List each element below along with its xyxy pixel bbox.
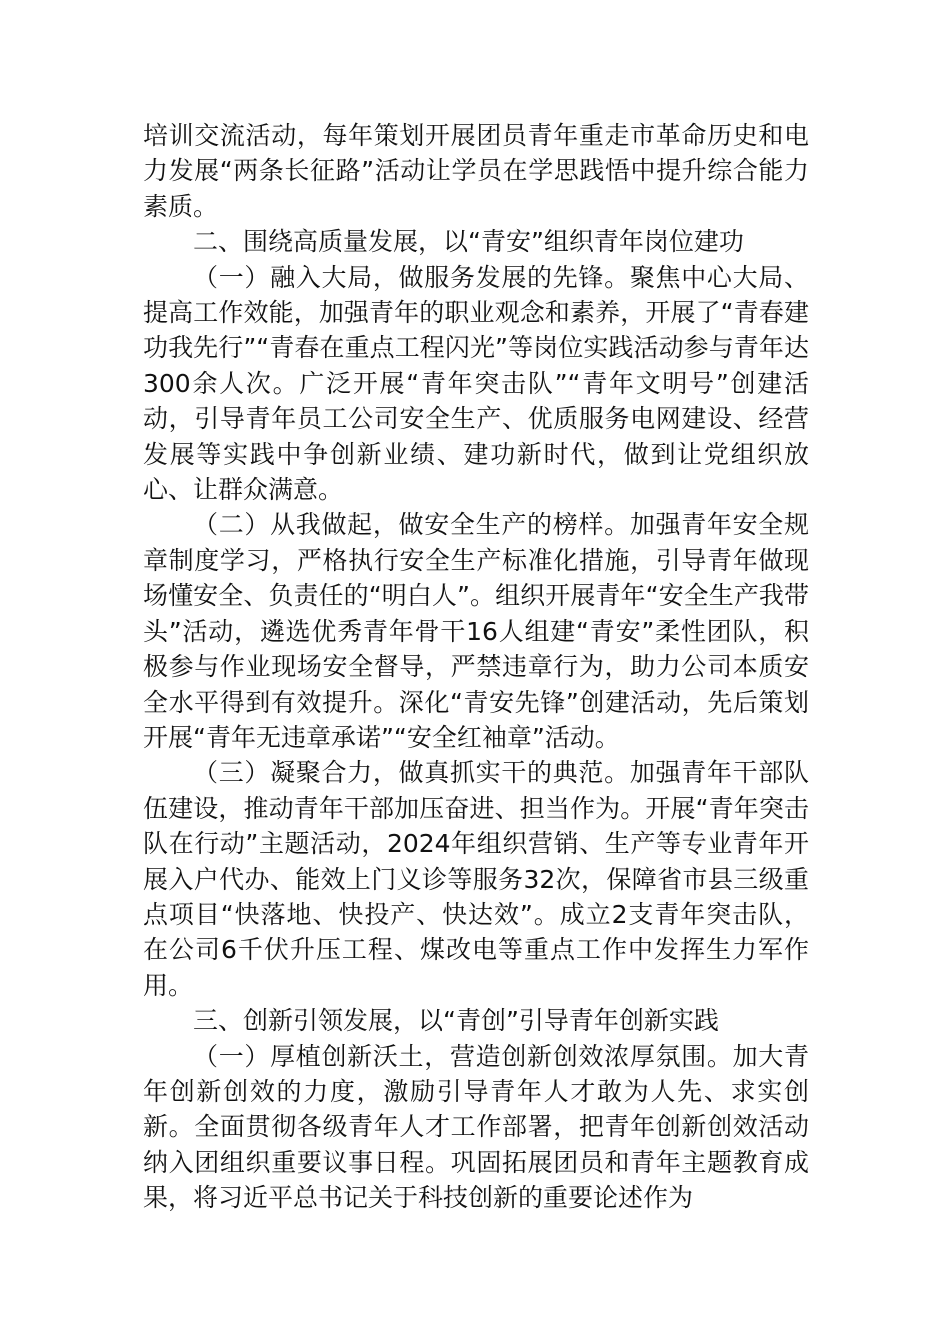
document-page	[143, 118, 809, 1216]
paragraph-2-1: （一）融入大局，做服务发展的先锋。聚焦中心大局、提高工作效能，加强青年的职业观念和素养，开展了“青春建功我先行”“青春在重点工程闪光”等岗位实践活动参与青年达300余人次。广泛开展“青年突击队”“青年文明号”创建活动，引导青年员工公司安全生产、优质服务电网建设、经营发展等实践中争创新业绩、建功新时代，做到让党组织放心、让群众满意。	[143, 262, 809, 505]
paragraph-continuation: 培训交流活动，每年策划开展团员青年重走市革命历史和电力发展“两条长征路”活动让学员在学思践悟中提升综合能力素质。	[143, 121, 809, 221]
paragraph-3-1: （一）厚植创新沃土，营造创新创效浓厚氛围。加大青年创新创效的力度，激励引导青年人才敢为人先、求实创新。全面贯彻各级青年人才工作部署，把青年创新创效活动纳入团组织重要议事日程。巩固拓展团员和青年主题教育成果，将习近平总书记关于科技创新的重要论述作为	[143, 1041, 809, 1213]
section-heading-2: 二、围绕高质量发展，以“青安”组织青年岗位建功	[193, 227, 744, 257]
section-heading-3: 三、创新引领发展，以“青创”引导青年创新实践	[193, 1006, 719, 1036]
paragraph-2-3: （三）凝聚合力，做真抓实干的典范。加强青年干部队伍建设，推动青年干部加压奋进、担当作为。开展“青年突击队在行动”主题活动，2024年组织营销、生产等专业青年开展入户代办、能效上门义诊等服务32次，保障省市县三级重点项目“快落地、快投产、快达效”。成立2支青年突击队，在公司6千伏升压工程、煤改电等重点工作中发挥生力军作用。	[143, 758, 809, 1000]
paragraph-2-2: （二）从我做起，做安全生产的榜样。加强青年安全规章制度学习，严格执行安全生产标准化措施，引导青年做现场懂安全、负责任的“明白人”。组织开展青年“安全生产我带头”活动，遴选优秀青年骨干16人组建“青安”柔性团队，积极参与作业现场安全督导，严禁违章行为，助力公司本质安全水平得到有效提升。深化“青安先锋”创建活动，先后策划开展“青年无违章承诺”“安全红袖章”活动。	[143, 510, 809, 752]
